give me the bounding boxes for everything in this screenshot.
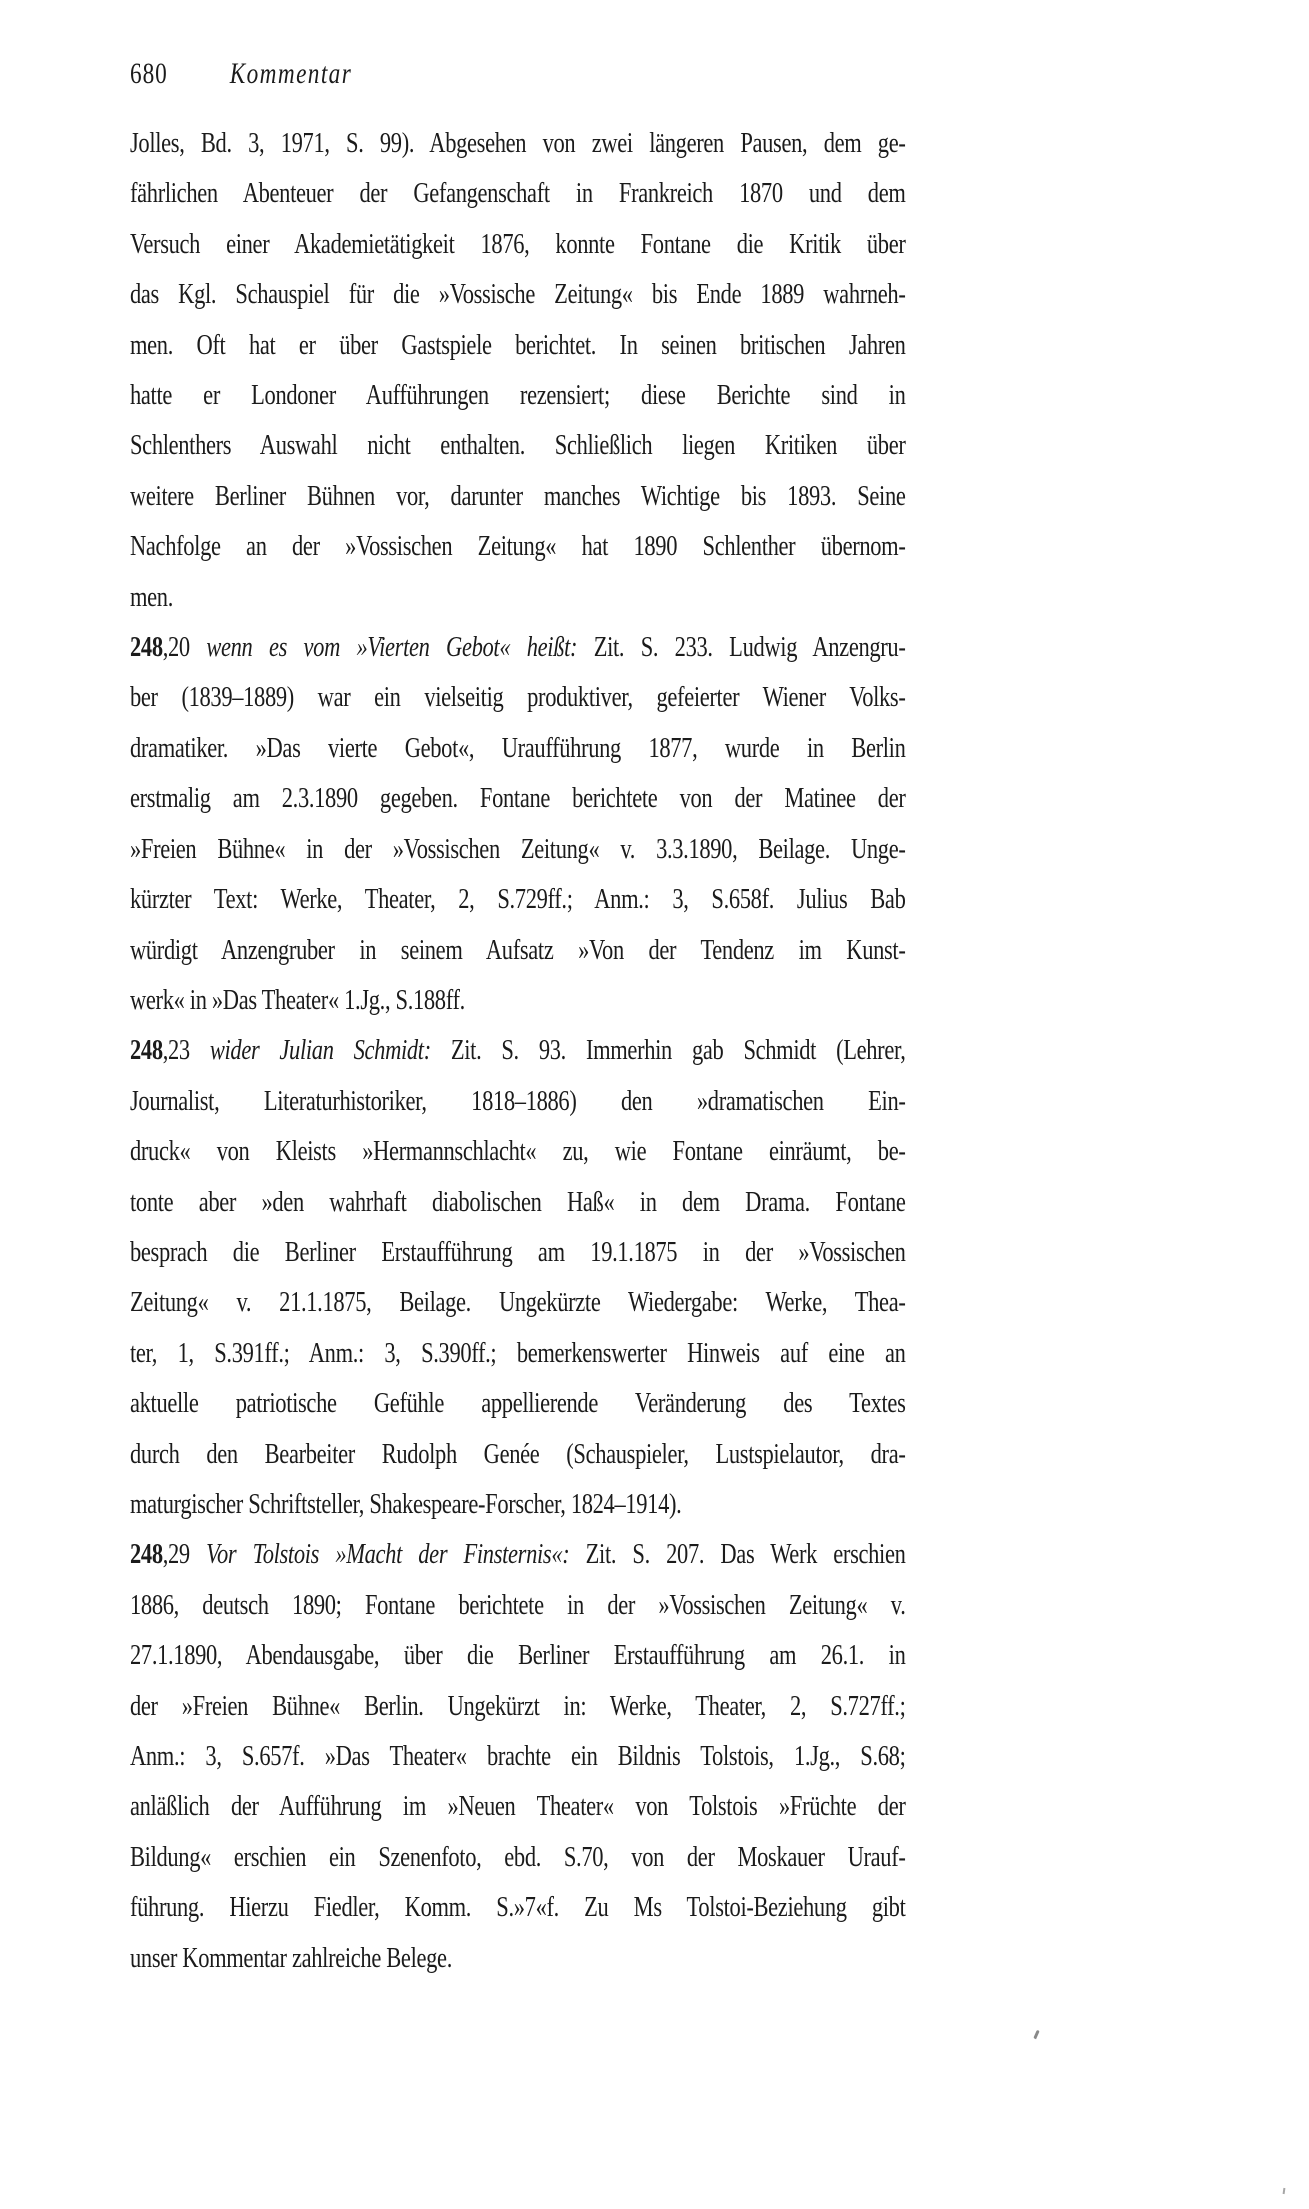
text-line	[130, 269, 906, 319]
text-segment: druck« von Kleists »Hermannschlacht« zu, wie Fontane einräumt, be-	[130, 1135, 906, 1168]
text-line	[130, 1429, 906, 1479]
text-line	[130, 471, 906, 521]
text-segment: Zit. S. 233. Ludwig Anzengru-	[577, 631, 906, 664]
running-title: Kommentar	[229, 57, 353, 90]
text-line	[130, 1882, 906, 1932]
text-line	[130, 118, 906, 168]
text-line	[130, 773, 906, 823]
text-line	[130, 672, 906, 722]
scan-speck	[1283, 2188, 1286, 2194]
text-segment: besprach die Berliner Erstaufführung am 19.1.1875 in der »Vossischen	[130, 1235, 906, 1268]
text-segment: tonte aber »den wahrhaft diabolischen Haß« in dem Drama. Fontane	[130, 1185, 906, 1218]
text-segment: ,23	[162, 1034, 210, 1067]
text-line	[130, 1630, 906, 1680]
paragraph	[130, 1025, 906, 1529]
text-line	[130, 1781, 906, 1831]
text-line	[130, 874, 906, 924]
text-segment: ber (1839–1889) war ein vielseitig produktiver, gefeierter Wiener Volks-	[130, 681, 906, 714]
text-segment: ,20	[162, 631, 207, 664]
text-segment: maturgischer Schriftsteller, Shakespeare-Forscher, 1824–1914).	[130, 1487, 682, 1520]
text-segment: wenn es vom »Vierten Gebot« heißt:	[206, 631, 578, 664]
text-segment: Zit. S. 93. Immerhin gab Schmidt (Lehrer,	[430, 1034, 906, 1067]
text-segment: das Kgl. Schauspiel für die »Vossische Zeitung« bis Ende 1889 wahrneh-	[130, 278, 906, 311]
text-segment: weitere Berliner Bühnen vor, darunter manches Wichtige bis 1893. Seine	[130, 479, 906, 512]
text-line	[130, 1227, 906, 1277]
text-column	[130, 57, 906, 1983]
text-line	[130, 1681, 906, 1731]
text-line	[130, 1731, 906, 1781]
text-segment: 248	[130, 1034, 163, 1067]
text-line	[130, 824, 906, 874]
text-segment: 248	[130, 1538, 163, 1571]
text-segment: Schlenthers Auswahl nicht enthalten. Schließlich liegen Kritiken über	[130, 429, 906, 462]
text-segment: ,29	[162, 1538, 207, 1571]
scan-speck	[1033, 2030, 1039, 2039]
text-block	[130, 118, 906, 1983]
text-segment: werk« in »Das Theater« 1.Jg., S.188ff.	[130, 983, 465, 1016]
text-segment: anläßlich der Aufführung im »Neuen Theater« von Tolstois »Früchte der	[130, 1790, 906, 1823]
text-line	[130, 1580, 906, 1630]
paragraph	[130, 118, 906, 622]
text-segment: 248	[130, 631, 163, 664]
text-segment: »Freien Bühne« in der »Vossischen Zeitung« v. 3.3.1890, Beilage. Unge-	[130, 832, 906, 865]
text-line	[130, 723, 906, 773]
text-segment: aktuelle patriotische Gefühle appellierende Veränderung des Textes	[130, 1387, 906, 1420]
text-segment: 27.1.1890, Abendausgabe, über die Berliner Erstaufführung am 26.1. in	[130, 1639, 906, 1672]
paragraph	[130, 622, 906, 1025]
text-segment: Zeitung« v. 21.1.1875, Beilage. Ungekürzte Wiedergabe: Werke, Thea-	[130, 1286, 906, 1319]
text-segment: wider Julian Schmidt:	[209, 1034, 431, 1067]
text-segment: men. Oft hat er über Gastspiele berichtet. In seinen britischen Jahren	[130, 328, 906, 361]
text-line	[130, 320, 906, 370]
text-line	[130, 925, 906, 975]
text-line	[130, 1933, 906, 1983]
text-segment: Zit. S. 207. Das Werk erschien	[569, 1538, 906, 1571]
text-line	[130, 1378, 906, 1428]
text-line	[130, 975, 906, 1025]
text-segment: Vor Tolstois »Macht der Finsternis«:	[206, 1538, 570, 1571]
text-line	[130, 1328, 906, 1378]
text-segment: unser Kommentar zahlreiche Belege.	[130, 1941, 452, 1974]
text-segment: Versuch einer Akademietätigkeit 1876, konnte Fontane die Kritik über	[130, 227, 906, 260]
text-segment: fährlichen Abenteuer der Gefangenschaft in Frankreich 1870 und dem	[130, 177, 906, 210]
text-segment: Jolles, Bd. 3, 1971, S. 99). Abgesehen von zwei längeren Pausen, dem ge-	[130, 127, 906, 159]
text-segment: ter, 1, S.391ff.; Anm.: 3, S.390ff.; bemerkenswerter Hinweis auf eine an	[130, 1336, 906, 1369]
text-segment: men.	[130, 580, 174, 613]
text-line	[130, 1025, 906, 1075]
text-segment: würdigt Anzengruber in seinem Aufsatz »Von der Tendenz im Kunst-	[130, 933, 906, 966]
text-segment: dramatiker. »Das vierte Gebot«, Uraufführung 1877, wurde in Berlin	[130, 731, 906, 764]
text-segment: der »Freien Bühne« Berlin. Ungekürzt in: Werke, Theater, 2, S.727ff.;	[130, 1689, 906, 1722]
text-line	[130, 1832, 906, 1882]
text-segment: Anm.: 3, S.657f. »Das Theater« brachte ein Bildnis Tolstois, 1.Jg., S.68;	[130, 1740, 906, 1772]
text-line	[130, 572, 906, 622]
text-segment: führung. Hierzu Fiedler, Komm. S.»7«f. Zu Ms Tolstoi-Beziehung gibt	[130, 1891, 906, 1924]
text-line	[130, 370, 906, 420]
text-line	[130, 622, 906, 672]
text-segment: Journalist, Literaturhistoriker, 1818–1886) den »dramatischen Ein-	[130, 1084, 906, 1117]
text-segment: erstmalig am 2.3.1890 gegeben. Fontane berichtete von der Matinee der	[130, 782, 906, 815]
text-segment: hatte er Londoner Aufführungen rezensiert; diese Berichte sind in	[130, 379, 906, 412]
page-header	[130, 57, 906, 91]
page-number: 680	[130, 57, 168, 90]
paragraph	[130, 1529, 906, 1983]
text-line	[130, 1126, 906, 1176]
text-line	[130, 1277, 906, 1327]
text-line	[130, 219, 906, 269]
text-segment: Bildung« erschien ein Szenenfoto, ebd. S.70, von der Moskauer Urauf-	[130, 1840, 906, 1873]
text-line	[130, 420, 906, 470]
text-line	[130, 1177, 906, 1227]
text-segment: kürzter Text: Werke, Theater, 2, S.729ff.; Anm.: 3, S.658f. Julius Bab	[130, 883, 906, 916]
text-line	[130, 521, 906, 571]
text-segment: durch den Bearbeiter Rudolph Genée (Schauspieler, Lustspielautor, dra-	[130, 1437, 906, 1470]
text-line	[130, 168, 906, 218]
text-line	[130, 1529, 906, 1579]
text-line	[130, 1479, 906, 1529]
text-segment: Nachfolge an der »Vossischen Zeitung« hat 1890 Schlenther übernom-	[130, 530, 906, 563]
text-segment: 1886, deutsch 1890; Fontane berichtete in der »Vossischen Zeitung« v.	[130, 1588, 906, 1621]
text-line	[130, 1076, 906, 1126]
